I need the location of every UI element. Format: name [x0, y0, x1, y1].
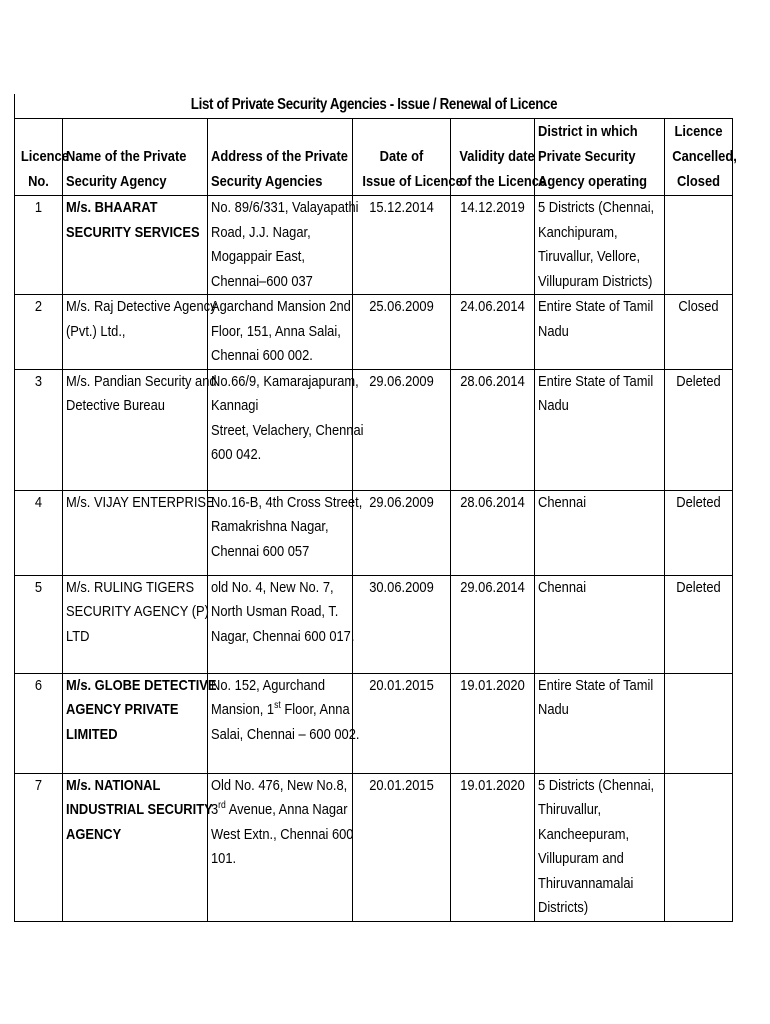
licence-status: Closed: [665, 295, 733, 370]
header-cancelled: Licence Cancelled, Closed: [665, 119, 733, 196]
table-row: [15, 490, 733, 575]
date-of-issue: 20.01.2015: [353, 773, 451, 921]
row-number: 4: [15, 490, 63, 575]
agency-address: No. 89/6/331, Valayapathi Road, J.J. Nagar, Mogappair East, Chennai–600 037: [208, 196, 353, 295]
district-operating: Entire State of Tamil Nadu: [535, 673, 665, 773]
licence-status: Deleted: [665, 575, 733, 673]
title-row: [14, 94, 733, 118]
date-of-issue: 29.06.2009: [353, 369, 451, 490]
agency-name: M/s. VIJAY ENTERPRISE: [63, 490, 208, 575]
header-row: [15, 119, 733, 196]
agency-name: M/s. GLOBE DETECTIVE AGENCY PRIVATE LIMITED: [63, 673, 208, 773]
licence-status: Deleted: [665, 369, 733, 490]
validity-date: 19.01.2020: [451, 773, 535, 921]
district-operating: 5 Districts (Chennai, Kanchipuram, Tiruvallur, Vellore, Villupuram Districts): [535, 196, 665, 295]
date-of-issue: 25.06.2009: [353, 295, 451, 370]
licence-table: [14, 118, 737, 922]
agency-name: M/s. Raj Detective Agency (Pvt.) Ltd.,: [63, 295, 208, 370]
validity-date: 19.01.2020: [451, 673, 535, 773]
validity-date: 14.12.2019: [451, 196, 535, 295]
header-date-issue: Date of Issue of Licence: [353, 119, 451, 196]
validity-date: 29.06.2014: [451, 575, 535, 673]
row-number: 2: [15, 295, 63, 370]
agency-name: M/s. BHAARAT SECURITY SERVICES: [63, 196, 208, 295]
licence-status: Deleted: [665, 490, 733, 575]
table-row: [15, 295, 733, 370]
district-operating: Chennai: [535, 575, 665, 673]
row-number: 3: [15, 369, 63, 490]
header-validity: Validity date of the Licence: [451, 119, 535, 196]
agency-address: old No. 4, New No. 7, North Usman Road, T. Nagar, Chennai 600 017.: [208, 575, 353, 673]
header-name: Name of the Private Security Agency: [63, 119, 208, 196]
page-title: List of Private Security Agencies - Issue / Renewal of Licence: [190, 96, 558, 113]
agency-address: No.16-B, 4th Cross Street, Ramakrishna Nagar, Chennai 600 057: [208, 490, 353, 575]
district-operating: 5 Districts (Chennai, Thiruvallur, Kancheepuram, Villupuram and Thiruvannamalai Districts): [535, 773, 665, 921]
header-address: Address of the Private Security Agencies: [208, 119, 353, 196]
licence-status: [665, 196, 733, 295]
agency-address: Agarchand Mansion 2nd Floor, 151, Anna Salai, Chennai 600 002.: [208, 295, 353, 370]
table-row: [15, 575, 733, 673]
agency-address: No.66/9, Kamarajapuram, Kannagi Street, Velachery, Chennai 600 042.: [208, 369, 353, 490]
table-row: [15, 196, 733, 295]
date-of-issue: 29.06.2009: [353, 490, 451, 575]
date-of-issue: 20.01.2015: [353, 673, 451, 773]
row-number: 6: [15, 673, 63, 773]
table-row: [15, 773, 733, 921]
validity-date: 24.06.2014: [451, 295, 535, 370]
licence-status: [665, 773, 733, 921]
agency-address: No. 152, Agurchand Mansion, 1st Floor, Anna Salai, Chennai – 600 002.: [208, 673, 353, 773]
agency-address: Old No. 476, New No.8, 3rd Avenue, Anna Nagar West Extn., Chennai 600 101.: [208, 773, 353, 921]
row-number: 5: [15, 575, 63, 673]
date-of-issue: 30.06.2009: [353, 575, 451, 673]
header-licence-no: Licence No.: [15, 119, 63, 196]
row-number: 1: [15, 196, 63, 295]
district-operating: Entire State of Tamil Nadu: [535, 295, 665, 370]
date-of-issue: 15.12.2014: [353, 196, 451, 295]
header-district: District in which Private Security Agency operating: [535, 119, 665, 196]
validity-date: 28.06.2014: [451, 369, 535, 490]
agency-name: M/s. RULING TIGERS SECURITY AGENCY (P) LTD: [63, 575, 208, 673]
table-row: [15, 673, 733, 773]
validity-date: 28.06.2014: [451, 490, 535, 575]
agency-name: M/s. Pandian Security and Detective Bureau: [63, 369, 208, 490]
district-operating: Entire State of Tamil Nadu: [535, 369, 665, 490]
district-operating: Chennai: [535, 490, 665, 575]
licence-status: [665, 673, 733, 773]
agency-name: M/s. NATIONAL INDUSTRIAL SECURITY AGENCY: [63, 773, 208, 921]
row-number: 7: [15, 773, 63, 921]
table-row: [15, 369, 733, 490]
